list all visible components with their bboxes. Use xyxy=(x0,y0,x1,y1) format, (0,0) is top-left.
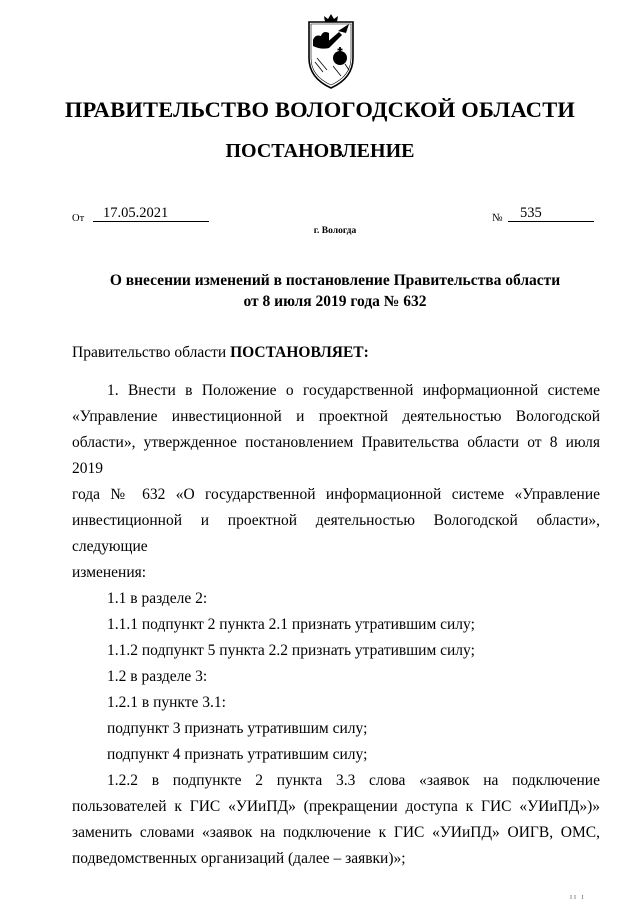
paragraph-1-line: года № 632 «О государственной информационной системе «Управление xyxy=(72,486,600,503)
item-1-1-1: 1.1.1 подпункт 2 пункта 2.1 признать утратившим силу; xyxy=(107,616,475,633)
document-number: 535 xyxy=(508,205,594,222)
government-title: ПРАВИТЕЛЬСТВО ВОЛОГОДСКОЙ ОБЛАСТИ xyxy=(64,97,576,122)
paragraph-1-line: изменения: xyxy=(72,564,147,581)
document-subject xyxy=(0,270,640,312)
item-subpoint-4: подпункт 4 признать утратившим силу; xyxy=(107,746,368,763)
paragraph-1-line: области», утвержденное постановлением Правительства области от 8 июля 2019 xyxy=(72,434,600,477)
item-1-1-2: 1.1.2 подпункт 5 пункта 2.2 признать утратившим силу; xyxy=(107,642,475,659)
item-1-2-2-line: подведомственных организаций (далее – заявки)»; xyxy=(72,850,406,867)
document-date: 17.05.2021 xyxy=(93,205,209,222)
item-1-1: 1.1 в разделе 2: xyxy=(107,590,208,607)
city: г. Вологда xyxy=(313,226,357,236)
coat-of-arms-icon xyxy=(301,14,361,92)
item-1-2-2-line: заменить словами «заявок на подключение к ГИС «УИиПД» ОИГВ, ОМС, xyxy=(72,824,600,841)
intro-bold: ПОСТАНОВЛЯЕТ: xyxy=(230,344,369,361)
item-1-2-2-line: пользователей к ГИС «УИиПД» (прекращении доступа к ГИС «УИиПД»)» xyxy=(72,798,600,815)
item-1-2-2-line: 1.2.2 в подпункте 2 пункта 3.3 слова «заявок на подключение xyxy=(107,772,600,789)
footer-mark: II I xyxy=(570,895,586,901)
document-body xyxy=(72,340,600,872)
item-subpoint-3: подпункт 3 признать утратившим силу; xyxy=(107,720,368,737)
paragraph-1-line: 1. Внести в Положение о государственной информационной системе xyxy=(107,382,600,399)
item-1-2: 1.2 в разделе 3: xyxy=(107,668,208,685)
subject-line-1: О внесении изменений в постановление Правительства области xyxy=(109,272,561,289)
intro-paragraph xyxy=(72,340,600,366)
document-type: ПОСТАНОВЛЕНИЕ xyxy=(225,140,415,162)
paragraph-1-line: «Управление инвестиционной и проектной деятельностью Вологодской xyxy=(72,408,600,425)
paragraph-1-line: инвестиционной и проектной деятельностью Вологодской области», следующие xyxy=(72,512,600,555)
number-prefix: № xyxy=(492,212,503,224)
intro-text: Правительство области xyxy=(72,344,231,361)
item-1-2-1: 1.2.1 в пункте 3.1: xyxy=(107,694,226,711)
subject-line-2: от 8 июля 2019 года № 632 xyxy=(243,293,427,310)
date-prefix: От xyxy=(72,213,85,224)
